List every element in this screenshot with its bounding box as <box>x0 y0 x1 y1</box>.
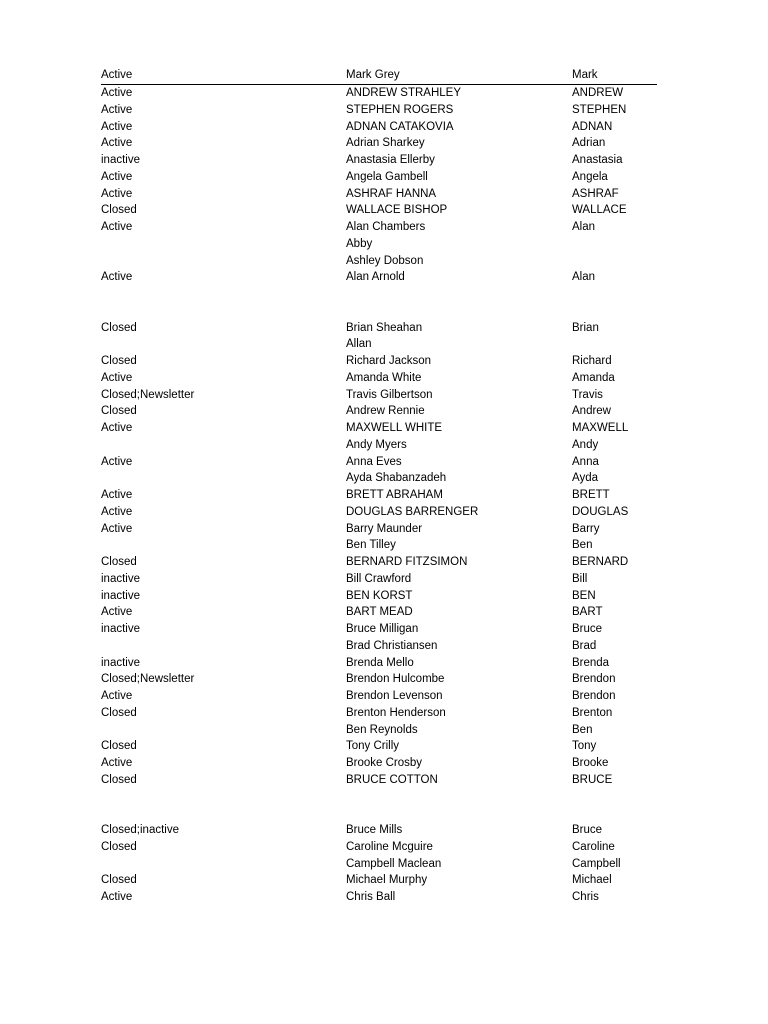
status-cell: Active <box>101 690 133 702</box>
table-row <box>101 688 657 705</box>
first-name-cell: Anastasia <box>572 154 623 166</box>
first-name-cell: BERNARD <box>572 556 629 568</box>
table-row <box>101 370 657 387</box>
status-cell: Active <box>101 103 133 116</box>
status-cell: Closed <box>101 840 137 853</box>
table-row <box>101 253 657 270</box>
status-cell: Active <box>101 187 133 200</box>
table-row <box>101 722 657 739</box>
first-name-cell: Caroline <box>572 840 615 853</box>
table-row <box>101 839 657 856</box>
first-name-cell: Brendon <box>572 673 616 686</box>
first-name-cell: Angela <box>572 170 608 183</box>
full-name-cell: Ben Reynolds <box>346 723 418 736</box>
full-name-cell: Andy Myers <box>346 438 407 451</box>
full-name-cell: MAXWELL WHITE <box>346 422 443 434</box>
status-cell: Closed;Newsletter <box>101 673 195 686</box>
table-row <box>101 487 657 504</box>
first-name-cell: BRETT <box>572 489 610 501</box>
first-name-cell: Alan <box>572 221 596 233</box>
first-name-cell: Alan <box>572 271 596 284</box>
table-row <box>101 772 657 789</box>
full-name-cell: DOUGLAS BARRENGER <box>346 505 479 518</box>
status-cell: Active <box>101 522 133 535</box>
first-name-cell: Anna <box>572 455 599 468</box>
table-row <box>101 638 657 655</box>
full-name-cell: Bruce Milligan <box>346 623 419 635</box>
first-name-cell: Travis <box>572 388 603 401</box>
full-name-cell: Abby <box>346 237 373 250</box>
full-name-cell: Brian Sheahan <box>346 321 423 334</box>
first-name-cell: Brenton <box>572 706 613 719</box>
table-row <box>101 454 657 471</box>
table-row <box>101 320 657 337</box>
status-cell: Active <box>101 271 133 284</box>
table-row <box>101 705 657 722</box>
full-name-cell: Ashley Dobson <box>346 254 424 267</box>
first-name-cell: Bill <box>572 572 588 585</box>
first-name-cell: Ayda <box>572 472 599 485</box>
status-cell: Closed <box>101 773 137 786</box>
table-row <box>101 671 657 688</box>
full-name-cell: BRUCE COTTON <box>346 773 438 786</box>
full-name-cell: BERNARD FITZSIMON <box>346 556 468 568</box>
status-cell: Closed;Newsletter <box>101 388 195 401</box>
full-name-cell: STEPHEN ROGERS <box>346 103 454 116</box>
full-name-cell: Tony Crilly <box>346 740 400 753</box>
table-row <box>101 286 657 303</box>
full-name-cell: Richard Jackson <box>346 355 432 367</box>
table-row <box>101 420 657 437</box>
full-name-cell: ANDREW STRAHLEY <box>346 87 462 99</box>
status-cell: Active <box>101 221 133 233</box>
first-name-cell: STEPHEN <box>572 103 627 116</box>
status-cell: Active <box>101 371 133 384</box>
status-cell: Active <box>101 87 133 99</box>
first-name-cell: ANDREW <box>572 87 624 99</box>
status-cell: Active <box>101 489 133 501</box>
full-name-cell: BART MEAD <box>346 606 413 619</box>
first-name-cell: Ben <box>572 723 593 736</box>
full-name-cell: Ben Tilley <box>346 539 396 552</box>
first-name-cell: Andy <box>572 438 599 451</box>
full-name-cell: Brenton Henderson <box>346 706 446 719</box>
first-name-cell: BEN <box>572 589 596 602</box>
first-name-cell: Michael <box>572 874 612 887</box>
status-cell: Active <box>101 137 133 150</box>
full-name-cell: Brooke Crosby <box>346 757 423 769</box>
table-row <box>101 202 657 219</box>
full-name-cell: Brendon Levenson <box>346 690 443 702</box>
full-name-cell: Angela Gambell <box>346 170 428 183</box>
status-cell: Closed <box>101 204 137 217</box>
full-name-cell: Andrew Rennie <box>346 405 425 418</box>
table-row <box>101 85 657 102</box>
status-cell: Closed;inactive <box>101 824 179 836</box>
first-name-cell: DOUGLAS <box>572 505 629 518</box>
table-row <box>101 604 657 621</box>
full-name-cell: Brendon Hulcombe <box>346 673 445 686</box>
first-name-cell: MAXWELL <box>572 422 629 434</box>
table-row <box>101 403 657 420</box>
full-name-cell: Alan Arnold <box>346 271 405 284</box>
table-row <box>101 269 657 286</box>
table-row <box>101 303 657 320</box>
status-cell: Closed <box>101 405 137 418</box>
status-cell: Closed <box>101 740 137 753</box>
first-name-cell: BRUCE <box>572 773 613 786</box>
full-name-cell: Michael Murphy <box>346 874 428 887</box>
table-row <box>101 805 657 822</box>
first-name-cell: BART <box>572 606 603 619</box>
first-name-cell: Bruce <box>572 824 603 836</box>
status-cell: Closed <box>101 321 137 334</box>
first-name-cell: Amanda <box>572 371 615 384</box>
table-row <box>101 789 657 806</box>
table-row <box>101 755 657 772</box>
full-name-cell: Campbell Maclean <box>346 857 442 870</box>
first-name-cell: Andrew <box>572 405 611 418</box>
table-row <box>101 102 657 119</box>
full-name-cell: Alan Chambers <box>346 221 426 233</box>
status-cell: inactive <box>101 589 140 602</box>
table-row <box>101 889 657 906</box>
status-cell: Active <box>101 120 133 133</box>
full-name-cell: Barry Maunder <box>346 522 423 535</box>
first-name-cell: WALLACE <box>572 204 627 217</box>
full-name-cell: ADNAN CATAKOVIA <box>346 120 454 133</box>
table-row <box>101 353 657 370</box>
status-cell: Closed <box>101 556 137 568</box>
status-cell: Active <box>101 170 133 183</box>
table-row <box>101 738 657 755</box>
first-name-cell: Barry <box>572 522 600 535</box>
table-row <box>101 236 657 253</box>
full-name-cell: Caroline Mcguire <box>346 840 433 853</box>
table-row <box>101 655 657 672</box>
table-row <box>101 571 657 588</box>
header-full-name: Mark Grey <box>346 69 400 81</box>
header-row <box>101 67 657 85</box>
full-name-cell: ASHRAF HANNA <box>346 187 437 200</box>
table-row <box>101 135 657 152</box>
first-name-cell: ASHRAF <box>572 187 619 200</box>
table-row <box>101 537 657 554</box>
table-row <box>101 521 657 538</box>
first-name-cell: Brian <box>572 321 599 334</box>
status-cell: Closed <box>101 874 137 887</box>
status-cell: inactive <box>101 656 140 669</box>
table-row <box>101 872 657 889</box>
first-name-cell: Adrian <box>572 137 606 150</box>
table-row <box>101 152 657 169</box>
full-name-cell: Brad Christiansen <box>346 639 438 652</box>
table-row <box>101 470 657 487</box>
table-row <box>101 621 657 638</box>
table-row <box>101 554 657 571</box>
full-name-cell: WALLACE BISHOP <box>346 204 448 217</box>
table-row <box>101 387 657 404</box>
first-name-cell: Tony <box>572 740 597 753</box>
first-name-cell: Bruce <box>572 623 603 635</box>
status-cell: Active <box>101 757 133 769</box>
full-name-cell: Chris Ball <box>346 891 396 903</box>
header-first-name: Mark <box>572 69 598 81</box>
full-name-cell: Adrian Sharkey <box>346 137 425 150</box>
table-row <box>101 169 657 186</box>
table-row <box>101 504 657 521</box>
contact-list <box>101 85 657 906</box>
full-name-cell: Ayda Shabanzadeh <box>346 472 447 485</box>
status-cell: Active <box>101 505 133 518</box>
table-row <box>101 336 657 353</box>
status-cell: inactive <box>101 154 140 166</box>
table-row <box>101 588 657 605</box>
table-row <box>101 822 657 839</box>
status-cell: Active <box>101 606 133 619</box>
status-cell: inactive <box>101 623 140 635</box>
full-name-cell: Anastasia Ellerby <box>346 154 435 166</box>
first-name-cell: Brad <box>572 639 597 652</box>
full-name-cell: Brenda Mello <box>346 656 414 669</box>
status-cell: Active <box>101 455 133 468</box>
full-name-cell: Anna Eves <box>346 455 402 468</box>
status-cell: Closed <box>101 355 137 367</box>
first-name-cell: Brenda <box>572 656 610 669</box>
first-name-cell: Brendon <box>572 690 616 702</box>
full-name-cell: BRETT ABRAHAM <box>346 489 443 501</box>
status-cell: inactive <box>101 572 140 585</box>
full-name-cell: BEN KORST <box>346 589 413 602</box>
first-name-cell: Chris <box>572 891 599 903</box>
first-name-cell: Brooke <box>572 757 609 769</box>
table-row <box>101 119 657 136</box>
first-name-cell: Ben <box>572 539 593 552</box>
first-name-cell: Campbell <box>572 857 621 870</box>
full-name-cell: Allan <box>346 338 372 351</box>
header-status: Active <box>101 69 133 81</box>
table-row <box>101 437 657 454</box>
full-name-cell: Bill Crawford <box>346 572 412 585</box>
full-name-cell: Amanda White <box>346 371 422 384</box>
first-name-cell: ADNAN <box>572 120 613 133</box>
full-name-cell: Bruce Mills <box>346 824 403 836</box>
first-name-cell: Richard <box>572 355 612 367</box>
status-cell: Active <box>101 422 133 434</box>
full-name-cell: Travis Gilbertson <box>346 388 433 401</box>
table-row <box>101 219 657 236</box>
status-cell: Closed <box>101 706 137 719</box>
status-cell: Active <box>101 891 133 903</box>
table-row <box>101 856 657 873</box>
table-row <box>101 186 657 203</box>
